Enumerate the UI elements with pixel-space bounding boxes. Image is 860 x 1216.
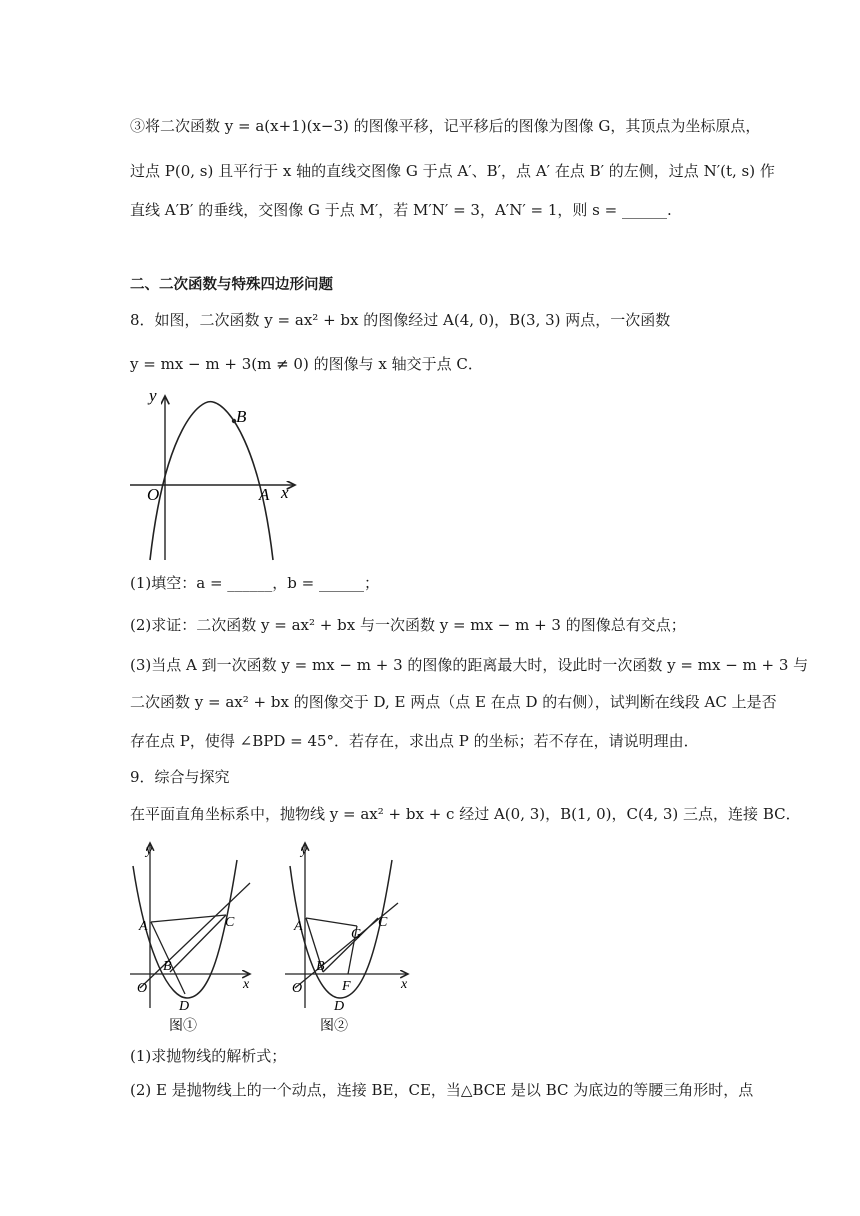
q8-stem-line1: 8．如图，二次函数 y = ax² + bx 的图像经过 A(4, 0)，B(3, 3) 两点，一次函数 (130, 311, 671, 329)
origin-label: O (137, 981, 148, 996)
q9-stem: 在平面直角坐标系中，抛物线 y = ax² + bx + c 经过 A(0, 3)，B(1, 0)，C(4, 3) 三点，连接 BC． (130, 805, 801, 823)
x-axis-label: x (401, 977, 408, 992)
point-b-label: B (316, 959, 325, 974)
point-d-label: D (179, 999, 190, 1014)
figure-2-caption: 图② (320, 1019, 348, 1034)
q9-part2: (2) E 是抛物线上的一个动点，连接 BE，CE，当△BCE 是以 BC 为底边的等腰三角形时，点 (130, 1081, 754, 1099)
q7-part3-line2: 过点 P(0, s) 且平行于 x 轴的直线交图像 G 于点 A′、B′，点 A′ 在点 B′ 的左侧，过点 N′(t, s) 作 (130, 162, 775, 180)
y-axis-label: y (146, 843, 153, 858)
q7-part3-line1: ③将二次函数 y = a(x+1)(x−3) 的图像平移，记平移后的图像为图像 G，其顶点为坐标原点， (130, 117, 761, 135)
q8-part3-line2: 二次函数 y = ax² + bx 的图像交于 D, E 两点（点 E 在点 D 的右侧），试判断在线段 AC 上是否 (130, 693, 777, 711)
point-c-label: C (378, 915, 388, 930)
point-f-label: F (342, 979, 351, 994)
point-d-label: D (334, 999, 345, 1014)
y-axis-label: y (301, 843, 308, 858)
point-a-label: A (139, 919, 148, 934)
x-axis-label: x (243, 977, 250, 992)
origin-label: O (292, 981, 303, 996)
q8-part2: (2)求证：二次函数 y = ax² + bx 与一次函数 y = mx − m + 3 的图像总有交点； (130, 616, 686, 634)
point-b-label: B (236, 407, 247, 426)
q9-title: 9．综合与探究 (130, 768, 230, 786)
q8-part1: (1)填空：a = ______，b = ______； (130, 574, 380, 592)
y-axis-label: y (149, 388, 157, 405)
q8-figure (125, 388, 305, 563)
origin-label: O (147, 485, 160, 504)
q9-figure-1 (125, 838, 265, 1038)
section-title: 二、二次函数与特殊四边形问题 (130, 277, 333, 293)
point-c-label: C (225, 915, 235, 930)
x-axis-label: x (281, 483, 289, 502)
point-a-label: A (294, 919, 303, 934)
point-g-label: G (351, 927, 362, 942)
q8-part3-line1: (3)当点 A 到一次函数 y = mx − m + 3 的图像的距离最大时，设此时一次函数 y = mx − m + 3 与 (130, 656, 809, 674)
q9-figure-2 (280, 838, 420, 1038)
q9-part1: (1)求抛物线的解析式； (130, 1047, 287, 1065)
point-b-label: B (163, 959, 172, 974)
q8-part3-line3: 存在点 P，使得 ∠BPD = 45°．若存在，求出点 P 的坐标；若不存在，请说明理由． (130, 732, 699, 750)
q8-stem-line2: y = mx − m + 3(m ≠ 0) 的图像与 x 轴交于点 C． (130, 355, 483, 373)
point-a-label: A (259, 485, 270, 504)
figure-1-caption: 图① (169, 1019, 197, 1034)
q7-part3-line3: 直线 A′B′ 的垂线，交图像 G 于点 M′，若 M′N′ = 3，A′N′ = 1，则 s = ______. (130, 201, 672, 219)
